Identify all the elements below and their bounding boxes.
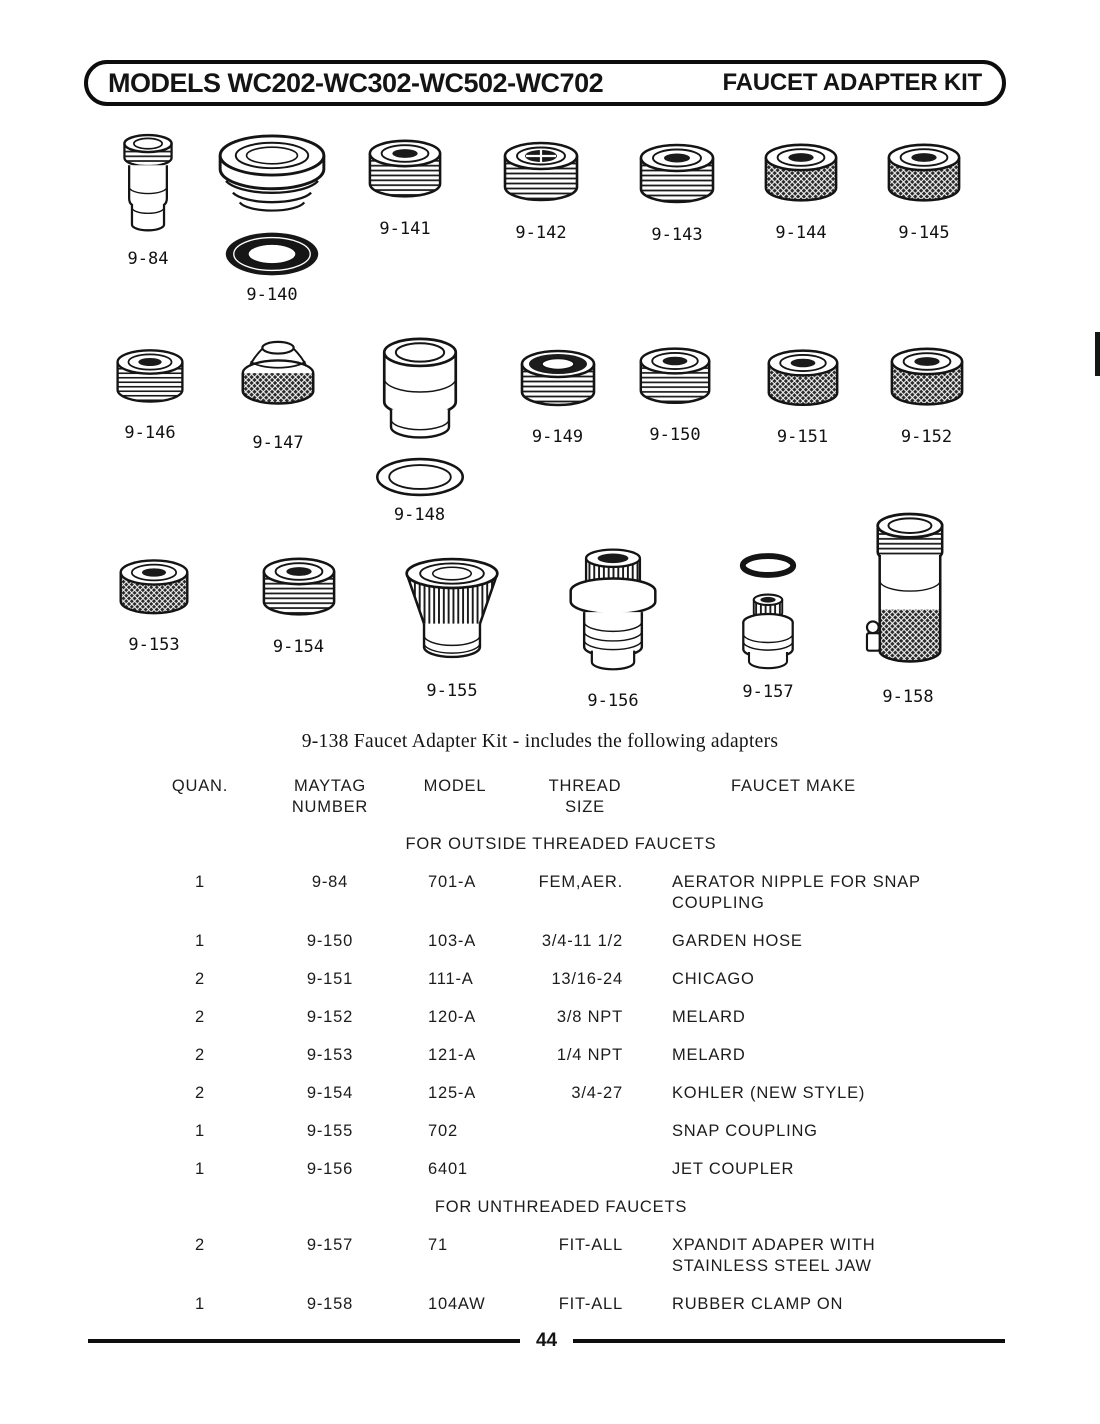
figure-9-150: [625, 342, 725, 445]
cell-model: 71: [428, 1236, 448, 1254]
xpandit-adapter-illustration-icon: [730, 591, 806, 675]
cell-quan: 2: [195, 970, 205, 988]
table-row: [130, 931, 992, 952]
table-row: [130, 969, 992, 990]
table-row: [130, 1007, 992, 1028]
figure-9-157: [718, 552, 818, 702]
figure-9-146: [100, 344, 200, 443]
knurled-adapter-illustration-icon: [878, 342, 976, 420]
part-number-label: 9-146: [124, 423, 176, 443]
col-header-thread-line1: THREAD: [548, 777, 622, 795]
cell-make: MELARD: [672, 1008, 746, 1026]
cell-maytag: 9-153: [306, 1046, 354, 1064]
cell-thread: FEM,AER.: [538, 873, 623, 891]
cell-thread: 3/4-11 1/2: [541, 932, 623, 950]
part-number-label: 9-142: [515, 223, 567, 243]
cell-thread: 3/8 NPT: [556, 1008, 623, 1026]
cell-model: 701-A: [428, 873, 477, 891]
part-number-label: 9-140: [246, 285, 298, 305]
tall-adapter-illustration-icon: [371, 336, 469, 450]
cell-quan: 1: [195, 932, 205, 950]
scan-artifact: [1095, 332, 1100, 376]
cell-make: AERATOR NIPPLE FOR SNAP COUPLING: [672, 873, 921, 912]
part-number-label: 9-158: [882, 687, 934, 707]
threaded-adapter-illustration-icon: [358, 134, 452, 212]
rubber-clamp-illustration-icon: [863, 512, 953, 680]
col-header-maytag-line1: MAYTAG: [293, 777, 367, 795]
figure-9-149: [505, 344, 610, 447]
page-header: [84, 60, 1006, 106]
cell-maytag: 9-84: [311, 873, 349, 891]
col-header-make: FAUCET MAKE: [731, 777, 856, 795]
part-number-label: 9-152: [900, 427, 953, 447]
part-number-label: 9-144: [775, 223, 827, 243]
cell-thread: FIT-ALL: [558, 1236, 623, 1254]
aerator-nipple-illustration-icon: [115, 130, 181, 242]
cell-make: MELARD: [672, 1046, 746, 1064]
figure-9-151: [750, 344, 855, 447]
table-section-title: FOR UNTHREADED FAUCETS: [434, 1198, 688, 1216]
threaded-adapter-illustration-icon: [105, 344, 195, 416]
threaded-adapter-illustration-icon: [629, 342, 721, 418]
cell-maytag: 9-152: [306, 1008, 354, 1026]
part-number-label: 9-150: [649, 425, 701, 445]
figure-9-140: [212, 132, 332, 305]
knurled-adapter-illustration-icon: [876, 138, 972, 216]
table-row: [130, 1121, 992, 1142]
gasket-adapter-illustration-icon: [510, 344, 606, 420]
footer-rule-left: [88, 1339, 520, 1343]
part-number-label: 9-157: [742, 682, 794, 702]
o-ring-illustration-icon: [735, 552, 801, 579]
page-footer: [88, 1330, 1005, 1352]
cell-make: CHICAGO: [672, 970, 755, 988]
cell-maytag: 9-155: [306, 1122, 354, 1140]
kit-title: FAUCET ADAPTER KIT: [722, 69, 982, 96]
cell-quan: 2: [195, 1084, 205, 1102]
cell-quan: 1: [195, 1160, 205, 1178]
slotted-adapter-illustration-icon: [493, 136, 589, 216]
part-number-label: 9-84: [127, 249, 169, 269]
threaded-adapter-illustration-icon: [250, 552, 348, 630]
cell-maytag: 9-156: [306, 1160, 354, 1178]
models-title: MODELS WC202-WC302-WC502-WC702: [108, 67, 604, 98]
col-header-thread-line2: SIZE: [565, 798, 605, 816]
figure-9-152: [874, 342, 979, 447]
cell-quan: 2: [195, 1046, 205, 1064]
hose-adapter-illustration-icon: [231, 336, 325, 426]
figure-9-154: [246, 552, 351, 657]
part-number-label: 9-153: [128, 635, 180, 655]
knurled-adapter-illustration-icon: [755, 344, 851, 420]
part-number-label: 9-156: [587, 691, 639, 711]
cell-make: GARDEN HOSE: [672, 932, 803, 950]
cell-model: 121-A: [428, 1046, 477, 1064]
part-number-label: 9-149: [531, 427, 584, 447]
table-header-row: [130, 776, 992, 818]
cell-model: 6401: [428, 1160, 468, 1178]
cell-make: RUBBER CLAMP ON: [672, 1295, 844, 1313]
cell-maytag: 9-154: [306, 1084, 354, 1102]
figure-9-145: [874, 138, 974, 243]
washer-illustration-icon: [220, 230, 324, 278]
figure-9-158: [858, 512, 958, 707]
part-number-label: 9-145: [898, 223, 950, 243]
cell-make: JET COUPLER: [672, 1160, 795, 1178]
col-header-thread: [520, 776, 650, 818]
cell-make: XPANDIT ADAPER WITH STAINLESS STEEL JAW: [672, 1236, 876, 1275]
figure-9-155: [396, 556, 508, 701]
cell-make: KOHLER (NEW STYLE): [672, 1084, 866, 1102]
cell-model: 125-A: [428, 1084, 477, 1102]
col-header-maytag: [270, 776, 390, 818]
cell-quan: 1: [195, 873, 205, 891]
col-header-model: MODEL: [423, 777, 487, 795]
part-number-label: 9-155: [426, 681, 478, 701]
cell-model: 120-A: [428, 1008, 477, 1026]
jet-coupler-illustration-icon: [563, 546, 663, 684]
cell-maytag: 9-158: [306, 1295, 354, 1313]
cell-thread: 1/4 NPT: [556, 1046, 623, 1064]
cell-thread: 13/16-24: [551, 970, 623, 988]
part-number-label: 9-148: [393, 505, 446, 525]
part-number-label: 9-143: [651, 225, 703, 245]
cell-maytag: 9-151: [306, 970, 354, 988]
parts-table: [130, 776, 992, 1332]
footer-rule-right: [573, 1339, 1005, 1343]
cell-model: 111-A: [428, 970, 474, 988]
part-number-label: 9-147: [252, 433, 304, 453]
part-number-label: 9-154: [272, 637, 325, 657]
cell-quan: 2: [195, 1236, 205, 1254]
cell-model: 103-A: [428, 932, 477, 950]
snap-coupling-illustration-icon: [398, 556, 506, 674]
col-header-quan: QUAN.: [171, 777, 229, 795]
part-number-label: 9-141: [379, 219, 431, 239]
table-section-title: FOR OUTSIDE THREADED FAUCETS: [405, 835, 717, 853]
table-row: [130, 1235, 992, 1277]
cell-maytag: 9-150: [306, 932, 354, 950]
figure-9-156: [560, 546, 666, 711]
cell-model: 702: [428, 1122, 458, 1140]
figure-9-153: [104, 554, 204, 655]
knurled-adapter-illustration-icon: [754, 138, 848, 216]
washer-illustration-icon: [373, 456, 467, 498]
figure-9-148: [362, 336, 477, 525]
kit-caption: 9-138 Faucet Adapter Kit - includes the following adapters: [301, 731, 779, 752]
cell-quan: 1: [195, 1295, 205, 1313]
figure-9-144: [752, 138, 850, 243]
col-header-maytag-line2: NUMBER: [291, 798, 369, 816]
figure-9-84: [102, 130, 194, 269]
figure-9-141: [356, 134, 454, 239]
cell-make: SNAP COUPLING: [672, 1122, 818, 1140]
table-row: [130, 1294, 992, 1315]
page-number: 44: [535, 1330, 558, 1351]
cell-thread: FIT-ALL: [558, 1295, 623, 1313]
cell-quan: 1: [195, 1122, 205, 1140]
figure-9-143: [628, 138, 726, 245]
cell-thread: 3/4-27: [571, 1084, 623, 1102]
part-number-label: 9-151: [776, 427, 829, 447]
cell-maytag: 9-157: [306, 1236, 354, 1254]
table-row: [130, 1159, 992, 1180]
large-adapter-illustration-icon: [213, 132, 331, 222]
table-row: [130, 872, 992, 914]
knurled-adapter-illustration-icon: [108, 554, 200, 628]
table-row: [130, 1083, 992, 1104]
figure-9-147: [228, 336, 328, 453]
table-row: [130, 1045, 992, 1066]
cell-quan: 2: [195, 1008, 205, 1026]
figure-9-142: [492, 136, 590, 243]
threaded-adapter-illustration-icon: [629, 138, 725, 218]
cell-model: 104AW: [428, 1295, 486, 1313]
